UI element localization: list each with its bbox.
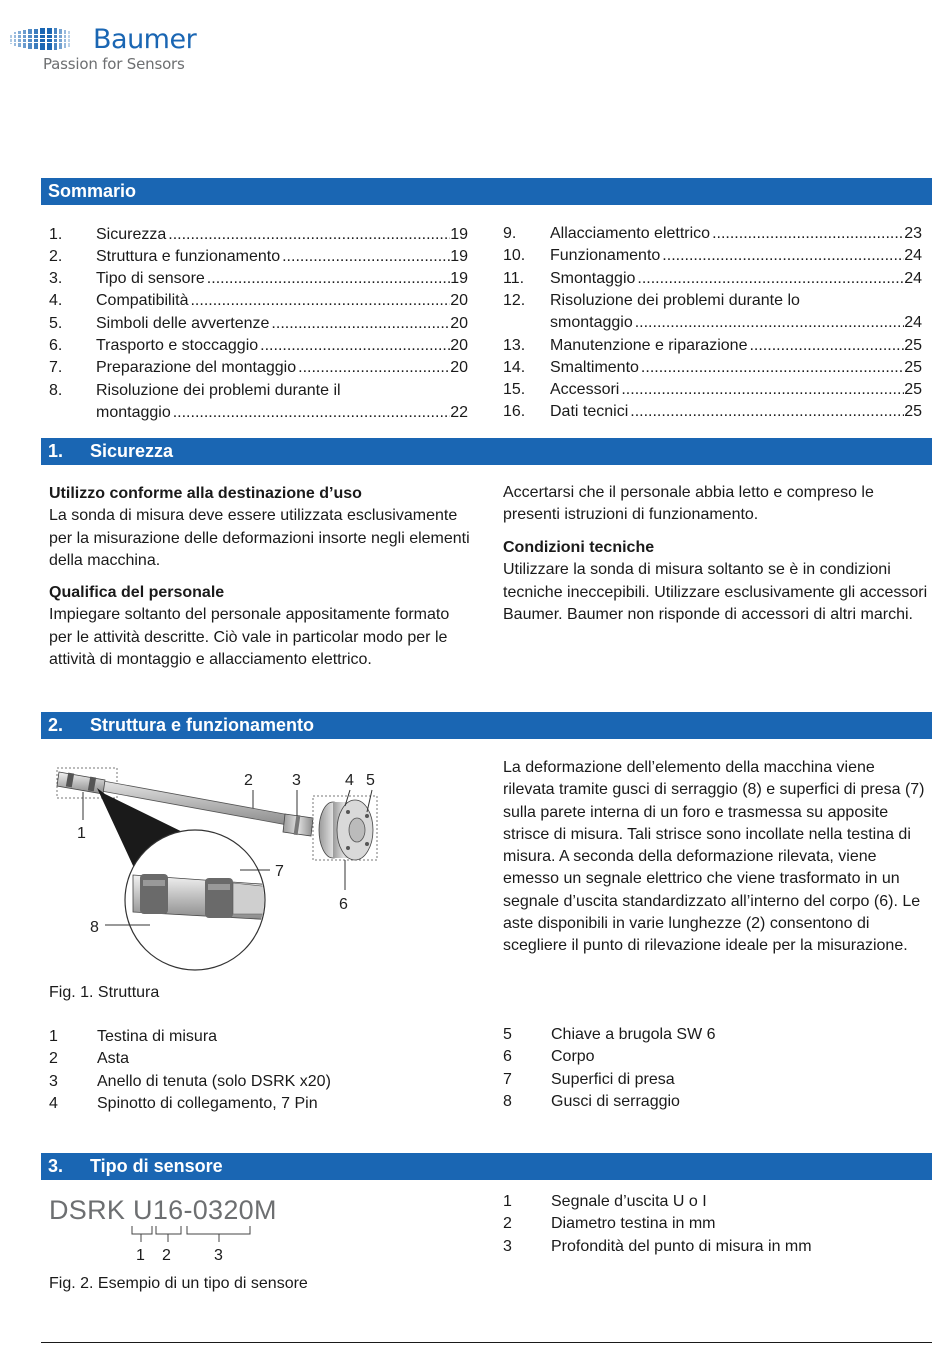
toc-entry[interactable] — [49, 268, 468, 290]
s1-heading-use: Utilizzo conforme alla destinazione d’uso — [49, 485, 362, 502]
s1-left-text-2 — [49, 582, 464, 671]
legend-number: 8 — [503, 1092, 512, 1110]
s1-right-text — [503, 482, 923, 527]
callout-7: 7 — [275, 863, 284, 880]
legend-text: Profondità del punto di misura in mm — [551, 1237, 812, 1255]
toc-leader — [205, 268, 450, 290]
section-3-title: Tipo di sensore — [90, 1156, 223, 1176]
toc-entry[interactable] — [49, 313, 468, 335]
toc-leader — [747, 335, 904, 357]
legend-text: Superfici di presa — [551, 1070, 675, 1088]
measuring-head — [57, 772, 105, 794]
toc-leader — [166, 224, 450, 246]
toc-leader — [635, 268, 904, 290]
toc-number: 6. — [49, 337, 63, 354]
toc-entry[interactable] — [49, 380, 468, 402]
legend-text: Testina di misura — [97, 1028, 218, 1045]
legend-number: 6 — [503, 1048, 512, 1066]
toc-title: Funzionamento ..... — [550, 245, 904, 267]
s1-para-read: Accertarsi che il personale abbia letto e compreso le presenti istruzioni di funzionamento. — [503, 484, 874, 524]
legend-number: 3 — [503, 1237, 512, 1255]
s1-left-text — [49, 483, 479, 572]
toc-entry-continued[interactable] — [503, 312, 922, 334]
code-mark-2: 2 — [162, 1247, 171, 1264]
legend-number: 1 — [503, 1193, 512, 1210]
toc-title: Dati tecnici ..... — [550, 401, 904, 423]
toc-entry[interactable] — [49, 357, 468, 379]
toc-title: Tipo di sensore ..... — [96, 268, 450, 290]
toc-number: 5. — [49, 314, 63, 332]
code-mark-1: 1 — [136, 1247, 145, 1264]
legend-item — [503, 1091, 923, 1113]
toc-entry[interactable] — [49, 224, 468, 246]
toc-page: 22 — [450, 403, 468, 421]
section-3-number: 3. — [48, 1156, 64, 1176]
legend-number: 2 — [503, 1215, 512, 1233]
brand-tagline: Passion for Sensors — [43, 55, 185, 73]
callout-2: 2 — [244, 772, 253, 789]
legend-text: Anello di tenuta (solo DSRK x20) — [97, 1072, 331, 1090]
legend-item — [503, 1069, 923, 1091]
toc-entry[interactable] — [49, 290, 468, 312]
housing — [319, 800, 373, 860]
toc-number: 10. — [503, 247, 526, 265]
toc-entry[interactable] — [503, 268, 922, 290]
toc-leader — [628, 401, 904, 423]
toc-number: 9. — [503, 225, 517, 242]
toc-leader — [619, 379, 904, 401]
toc-number: 8. — [49, 381, 63, 399]
legend-text: Asta — [97, 1050, 130, 1068]
toc-page: 20 — [450, 314, 468, 332]
legend-text: Corpo — [551, 1048, 595, 1066]
toc-entry[interactable] — [503, 357, 922, 379]
legend-number: 2 — [49, 1050, 58, 1068]
toc-title: smontaggio ..... — [550, 312, 904, 334]
section-2-title: Struttura e funzionamento — [90, 715, 314, 735]
toc-entry[interactable] — [503, 379, 922, 401]
section-2-header — [41, 712, 932, 739]
section-1-header — [41, 438, 932, 465]
toc-number: 11. — [503, 269, 525, 287]
legend-text: Chiave a brugola SW 6 — [551, 1026, 716, 1043]
toc-number: 1. — [49, 225, 63, 243]
code-mark-3: 3 — [214, 1247, 223, 1264]
toc-title: Compatibilità ..... — [96, 290, 450, 312]
toc-title: Allacciamento elettrico ..... — [550, 223, 904, 245]
magnified-head — [125, 830, 280, 970]
toc-number: 16. — [503, 403, 526, 421]
toc-title: Trasporto e stoccaggio ..... — [96, 335, 450, 357]
toc-entry[interactable] — [503, 401, 922, 423]
toc-title: montaggio ..... — [96, 402, 450, 424]
legend-number: 3 — [49, 1072, 58, 1090]
baumer-logo — [10, 24, 200, 74]
s2-description: La deformazione dell’elemento della macchina viene rilevata tramite gusci di serraggio (8) e superfici di presa (7) sulla parete interna di un foro e trasmessa su apposite strisce di misura. Tali strisce sono incollate nella testina di misura. A seconda della deformazione rilevata, viene emesso un segnale elettrico che viene trasformato in un segnale d’uscita standardizzato all’interno del corpo (6). Le aste disponibili in varie lunghezze (2) consentono di scegliere il punto di rilevazione ideale per la misurazione. — [503, 759, 925, 955]
legend-text: Gusci di serraggio — [551, 1092, 680, 1110]
legend-item — [503, 1046, 923, 1068]
legend-item — [503, 1191, 923, 1213]
toc-leader — [258, 335, 450, 357]
legend-text: Segnale d’uscita U o I — [551, 1193, 707, 1210]
sensor-code-example: DSRK U16-0320M — [49, 1195, 277, 1225]
footer-divider — [41, 1342, 932, 1343]
toc-leader — [188, 290, 450, 312]
toc-leader — [280, 246, 450, 268]
legend-item — [49, 1093, 469, 1115]
toc-entry[interactable] — [503, 223, 922, 245]
s1-heading-tech: Condizioni tecniche — [503, 539, 655, 556]
toc-leader — [660, 245, 904, 267]
s1-para-use: La sonda di misura deve essere utilizzata esclusivamente per la misurazione delle deformazioni insorte negli elementi della macchina. — [49, 507, 470, 569]
toc-page: 20 — [450, 337, 468, 354]
fig1-label: Fig. 1. — [49, 984, 94, 1001]
s1-para-tech: Utilizzare la sonda di misura soltanto se è in condizioni tecniche ineccepibili. Utilizzare esclusivamente gli accessori Baumer. Baumer non risponde di accessori di altri marchi. — [503, 561, 928, 623]
toc-title: Sicurezza ..... — [96, 224, 450, 246]
toc-page: 25 — [904, 358, 922, 376]
toc-number: 4. — [49, 292, 63, 310]
s1-para-staff: Impiegare soltanto del personale appositamente formato per le attività descritte. Ciò vale in particolar modo per le attività di montaggio e allacciamento elettrico. — [49, 606, 450, 668]
legend-item — [503, 1236, 923, 1258]
legend-item — [49, 1071, 469, 1093]
section-2-number: 2. — [48, 715, 64, 735]
fig1-caption — [49, 984, 159, 1002]
toc-title: Preparazione del montaggio ..... — [96, 357, 450, 379]
fig2-text: Esempio di un tipo di sensore — [97, 1275, 308, 1292]
toc-number: 2. — [49, 247, 63, 265]
legend-item — [503, 1024, 923, 1046]
toc-entry[interactable] — [49, 335, 468, 357]
toc-leader — [710, 223, 904, 245]
toc-entry[interactable] — [503, 290, 922, 312]
legend-item — [503, 1213, 923, 1235]
toc-title: Simboli delle avvertenze ..... — [96, 313, 450, 335]
summary-title: Sommario — [48, 181, 137, 201]
toc-page: 24 — [904, 247, 922, 265]
s1-heading-staff: Qualifica del personale — [49, 584, 225, 601]
toc-page: 23 — [904, 225, 922, 242]
section-3-header — [41, 1153, 932, 1180]
legend-text: Diametro testina in mm — [551, 1215, 716, 1233]
toc-title: Manutenzione e riparazione ..... — [550, 335, 904, 357]
toc-title: Risoluzione dei problemi durante il — [96, 381, 341, 399]
toc-number: 3. — [49, 270, 63, 288]
toc-entry[interactable] — [503, 245, 922, 267]
section-1-number: 1. — [48, 441, 64, 461]
toc-entry-continued[interactable] — [49, 402, 468, 424]
legend-item — [49, 1026, 469, 1048]
fig2-caption — [49, 1275, 308, 1293]
legend-number: 1 — [49, 1028, 58, 1045]
toc-number: 12. — [503, 291, 526, 309]
toc-page: 24 — [904, 314, 922, 332]
fig2-label: Fig. 2. — [49, 1275, 94, 1292]
toc-leader — [171, 402, 450, 424]
toc-leader — [633, 312, 904, 334]
callout-3: 3 — [292, 772, 301, 789]
toc-title: Smontaggio ..... — [550, 268, 904, 290]
toc-entry[interactable] — [503, 335, 922, 357]
toc-page: 25 — [904, 403, 922, 421]
callout-5: 5 — [366, 772, 375, 789]
toc-page: 24 — [904, 269, 922, 287]
legend-number: 7 — [503, 1070, 512, 1088]
seal-ring — [283, 814, 313, 836]
baumer-logo-mark-icon — [10, 28, 82, 50]
toc-number: 15. — [503, 381, 526, 399]
callout-4: 4 — [345, 772, 354, 789]
sensor-code-brackets — [125, 1226, 265, 1246]
callout-1: 1 — [77, 825, 86, 842]
toc-page: 25 — [904, 336, 922, 354]
legend-text: Spinotto di collegamento, 7 Pin — [97, 1094, 318, 1112]
structure-figure — [45, 760, 445, 980]
toc-leader — [296, 357, 450, 379]
toc-page: 20 — [450, 359, 468, 377]
section-1-title: Sicurezza — [90, 441, 174, 461]
toc-number: 13. — [503, 336, 526, 354]
toc-page: 19 — [450, 270, 468, 288]
toc-page: 19 — [450, 225, 468, 243]
toc-number: 7. — [49, 359, 63, 377]
legend-item — [49, 1048, 469, 1070]
brand-name: Baumer — [93, 24, 197, 55]
toc-title: Risoluzione dei problemi durante lo — [550, 291, 800, 309]
s1-right-text-2 — [503, 537, 928, 626]
toc-title: Smaltimento ..... — [550, 357, 904, 379]
toc-title: Struttura e funzionamento ..... — [96, 246, 450, 268]
fig1-text: Struttura — [97, 984, 160, 1001]
callout-6: 6 — [339, 896, 348, 913]
toc-number: 14. — [503, 358, 526, 376]
toc-title: Accessori ..... — [550, 379, 904, 401]
toc-entry[interactable] — [49, 246, 468, 268]
toc-leader — [639, 357, 904, 379]
callout-8: 8 — [90, 919, 99, 936]
legend-number: 4 — [49, 1094, 58, 1112]
summary-header — [41, 178, 932, 205]
toc-page: 20 — [450, 292, 468, 310]
toc-leader — [269, 313, 450, 335]
toc-page: 19 — [450, 247, 468, 265]
legend-number: 5 — [503, 1026, 512, 1043]
toc-page: 25 — [904, 381, 922, 399]
